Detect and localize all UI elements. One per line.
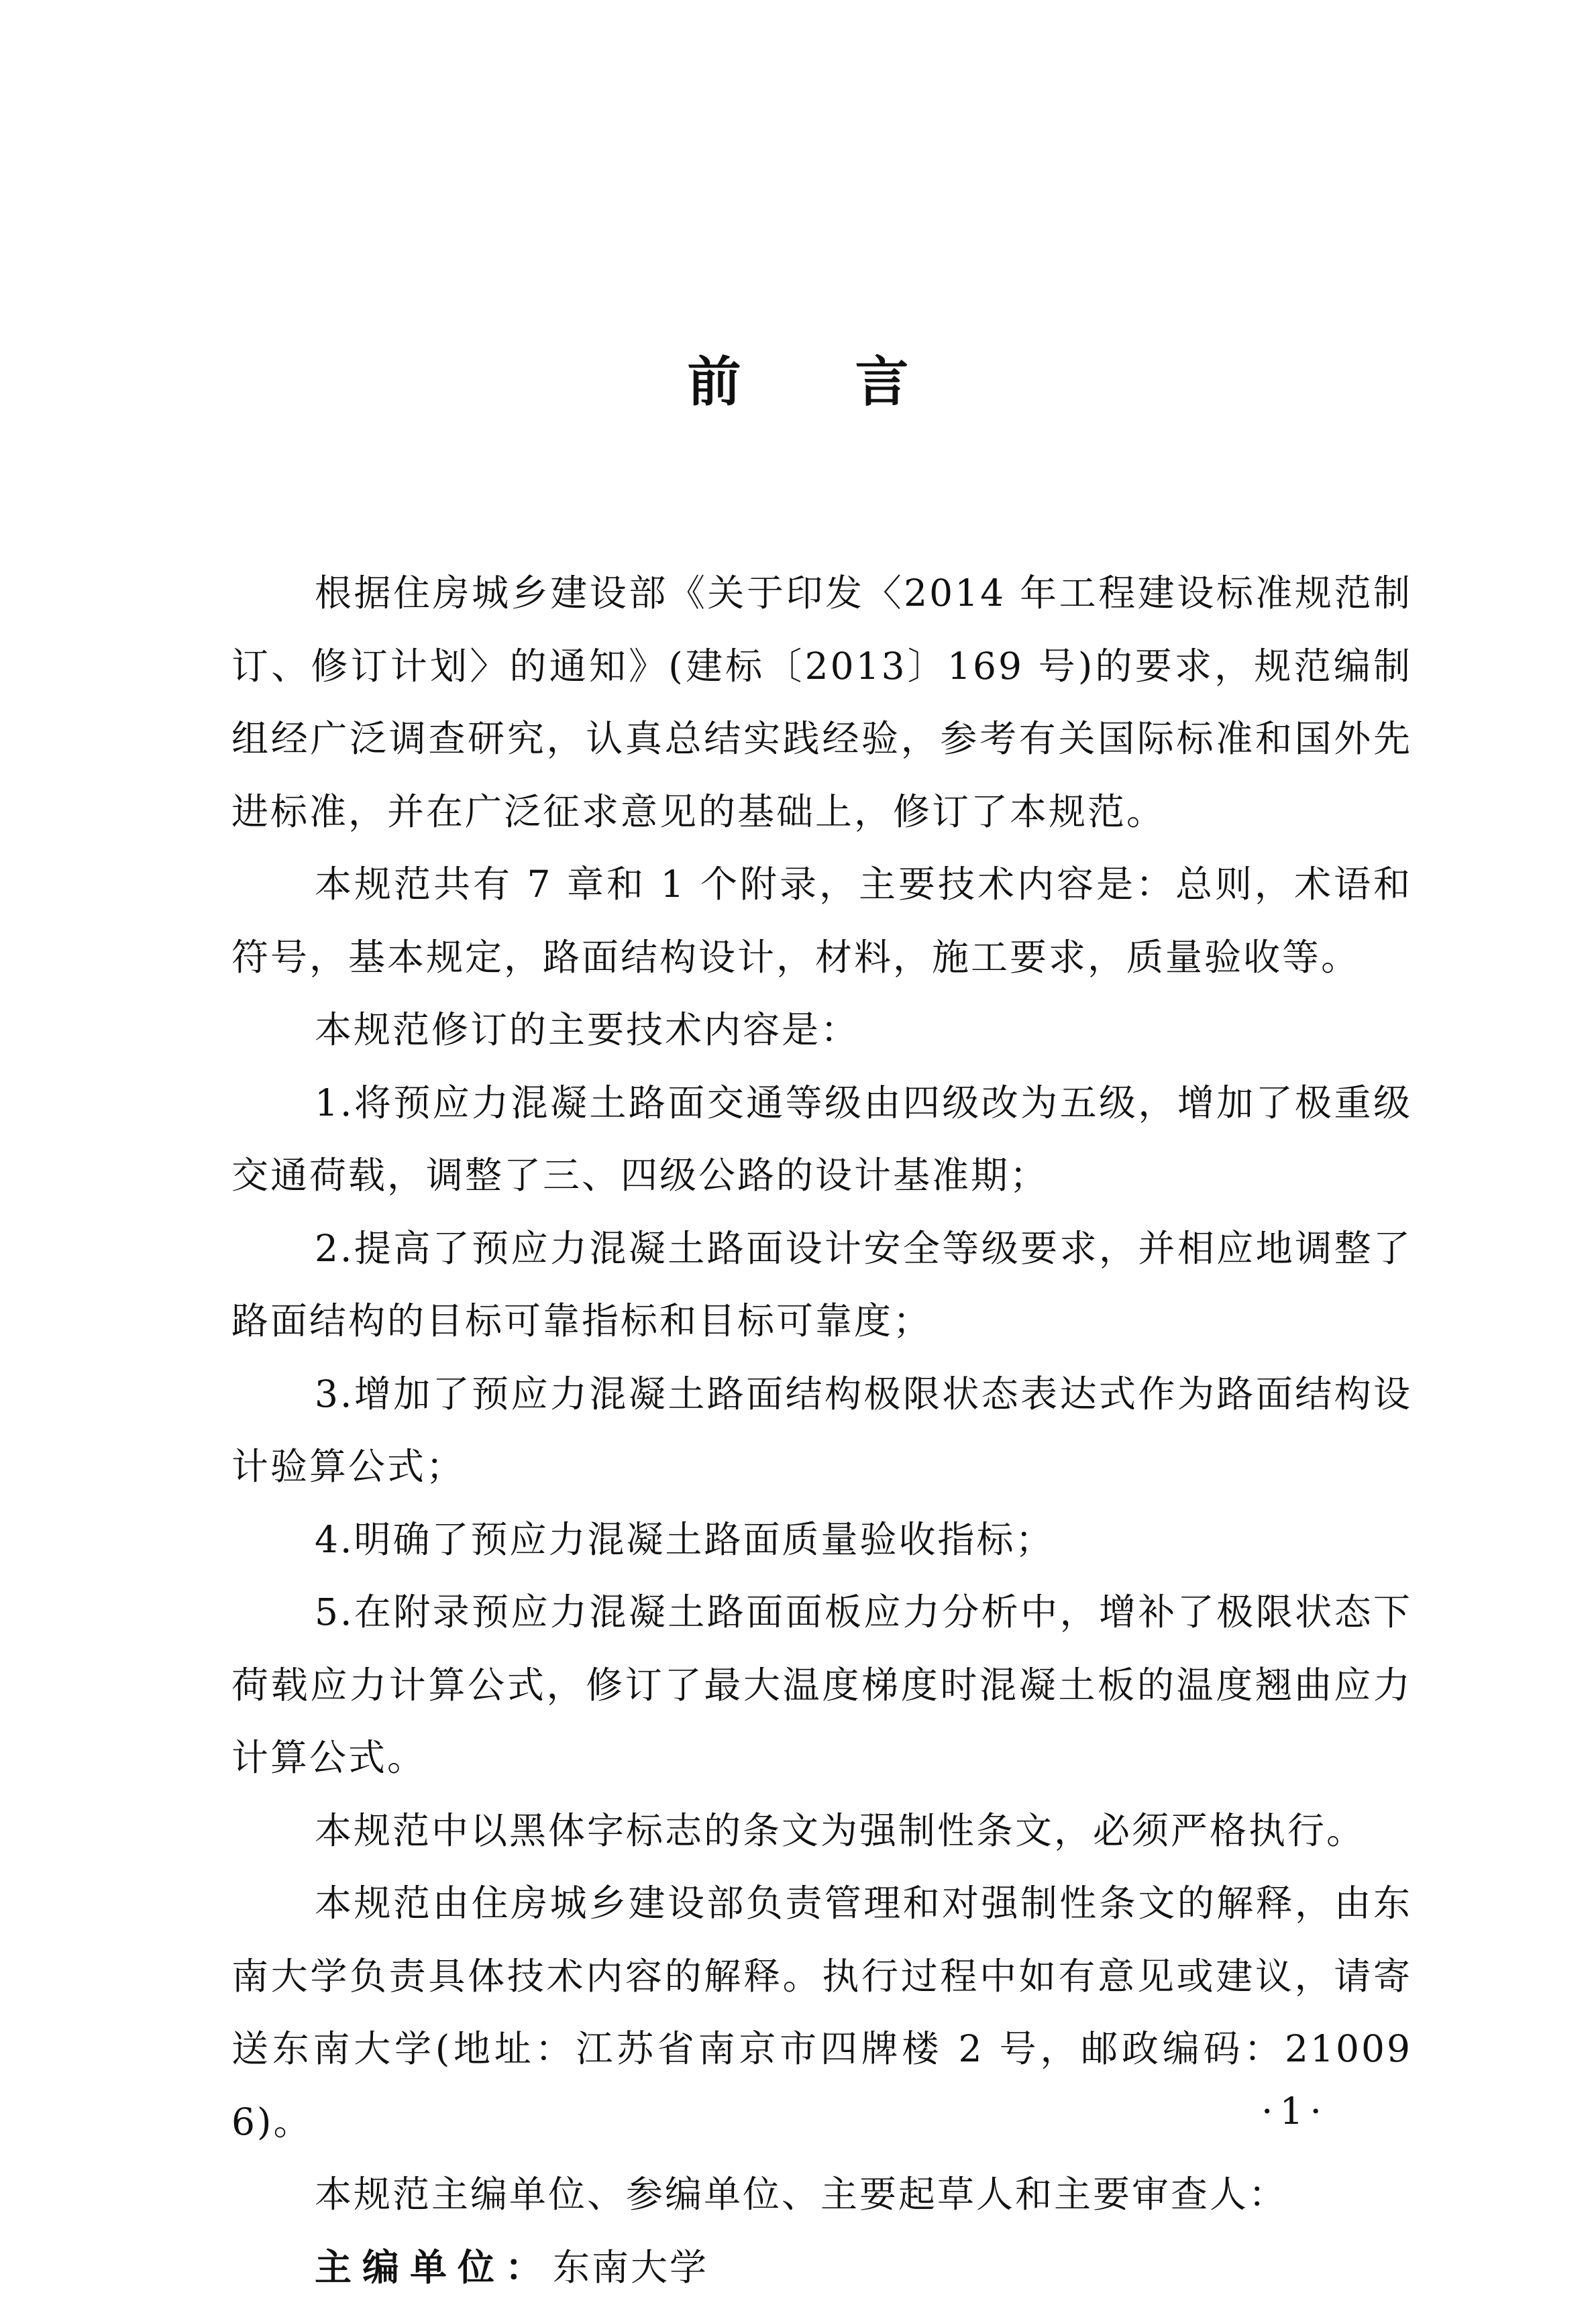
body-text (231, 557, 1412, 2304)
revision-item-3: 3.增加了预应力混凝土路面结构极限状态表达式作为路面结构设计验算公式； (231, 1372, 1412, 1488)
page-title: 前言 (687, 351, 1023, 413)
paragraph-units-intro: 本规范主编单位、参编单位、主要起草人和主要审查人： (315, 2173, 1288, 2216)
paragraph-basis: 根据住房城乡建设部《关于印发〈2014 年工程建设标准规范制订、修订计划〉的通知》(建标〔2013〕169 号)的要求，规范编制组经广泛调查研究，认真总结实践经验，参考有关国际标准和国外先进标准，并在广泛征求意见的基础上，修订了本规范。 (231, 572, 1412, 833)
chief-editor-value: 东南大学 (553, 2245, 709, 2289)
paragraph-mandatory: 本规范中以黑体字标志的条文为强制性条文，必须严格执行。 (315, 1809, 1366, 1852)
paragraph-contents: 本规范共有 7 章和 1 个附录，主要技术内容是：总则，术语和符号，基本规定，路面结构设计，材料，施工要求，质量验收等。 (231, 863, 1412, 979)
chief-editor-label: 主编单位： (315, 2245, 553, 2289)
page-number: ·1· (1261, 2090, 1328, 2133)
revision-item-4: 4.明确了预应力混凝土路面质量验收指标； (315, 1517, 1055, 1561)
revision-item-5: 5.在附录预应力混凝土路面面板应力分析中，增补了极限状态下荷载应力计算公式，修订了最大温度梯度时混凝土板的温度翘曲应力计算公式。 (231, 1591, 1412, 1779)
chief-editor-line (231, 2231, 1412, 2304)
revision-item-1: 1.将预应力混凝土路面交通等级由四级改为五级，增加了极重级交通荷载，调整了三、四级公路的设计基准期； (231, 1081, 1412, 1197)
paragraph-management: 本规范由住房城乡建设部负责管理和对强制性条文的解释，由东南大学负责具体技术内容的解释。执行过程中如有意见或建议，请寄送东南大学(地址：江苏省南京市四牌楼 2 号，邮政编码：210096)。 (231, 1882, 1412, 2143)
paragraph-revision-intro: 本规范修订的主要技术内容是： (315, 1008, 860, 1051)
revision-item-2: 2.提高了预应力混凝土路面设计安全等级要求，并相应地调整了路面结构的目标可靠指标和目标可靠度； (231, 1226, 1412, 1342)
